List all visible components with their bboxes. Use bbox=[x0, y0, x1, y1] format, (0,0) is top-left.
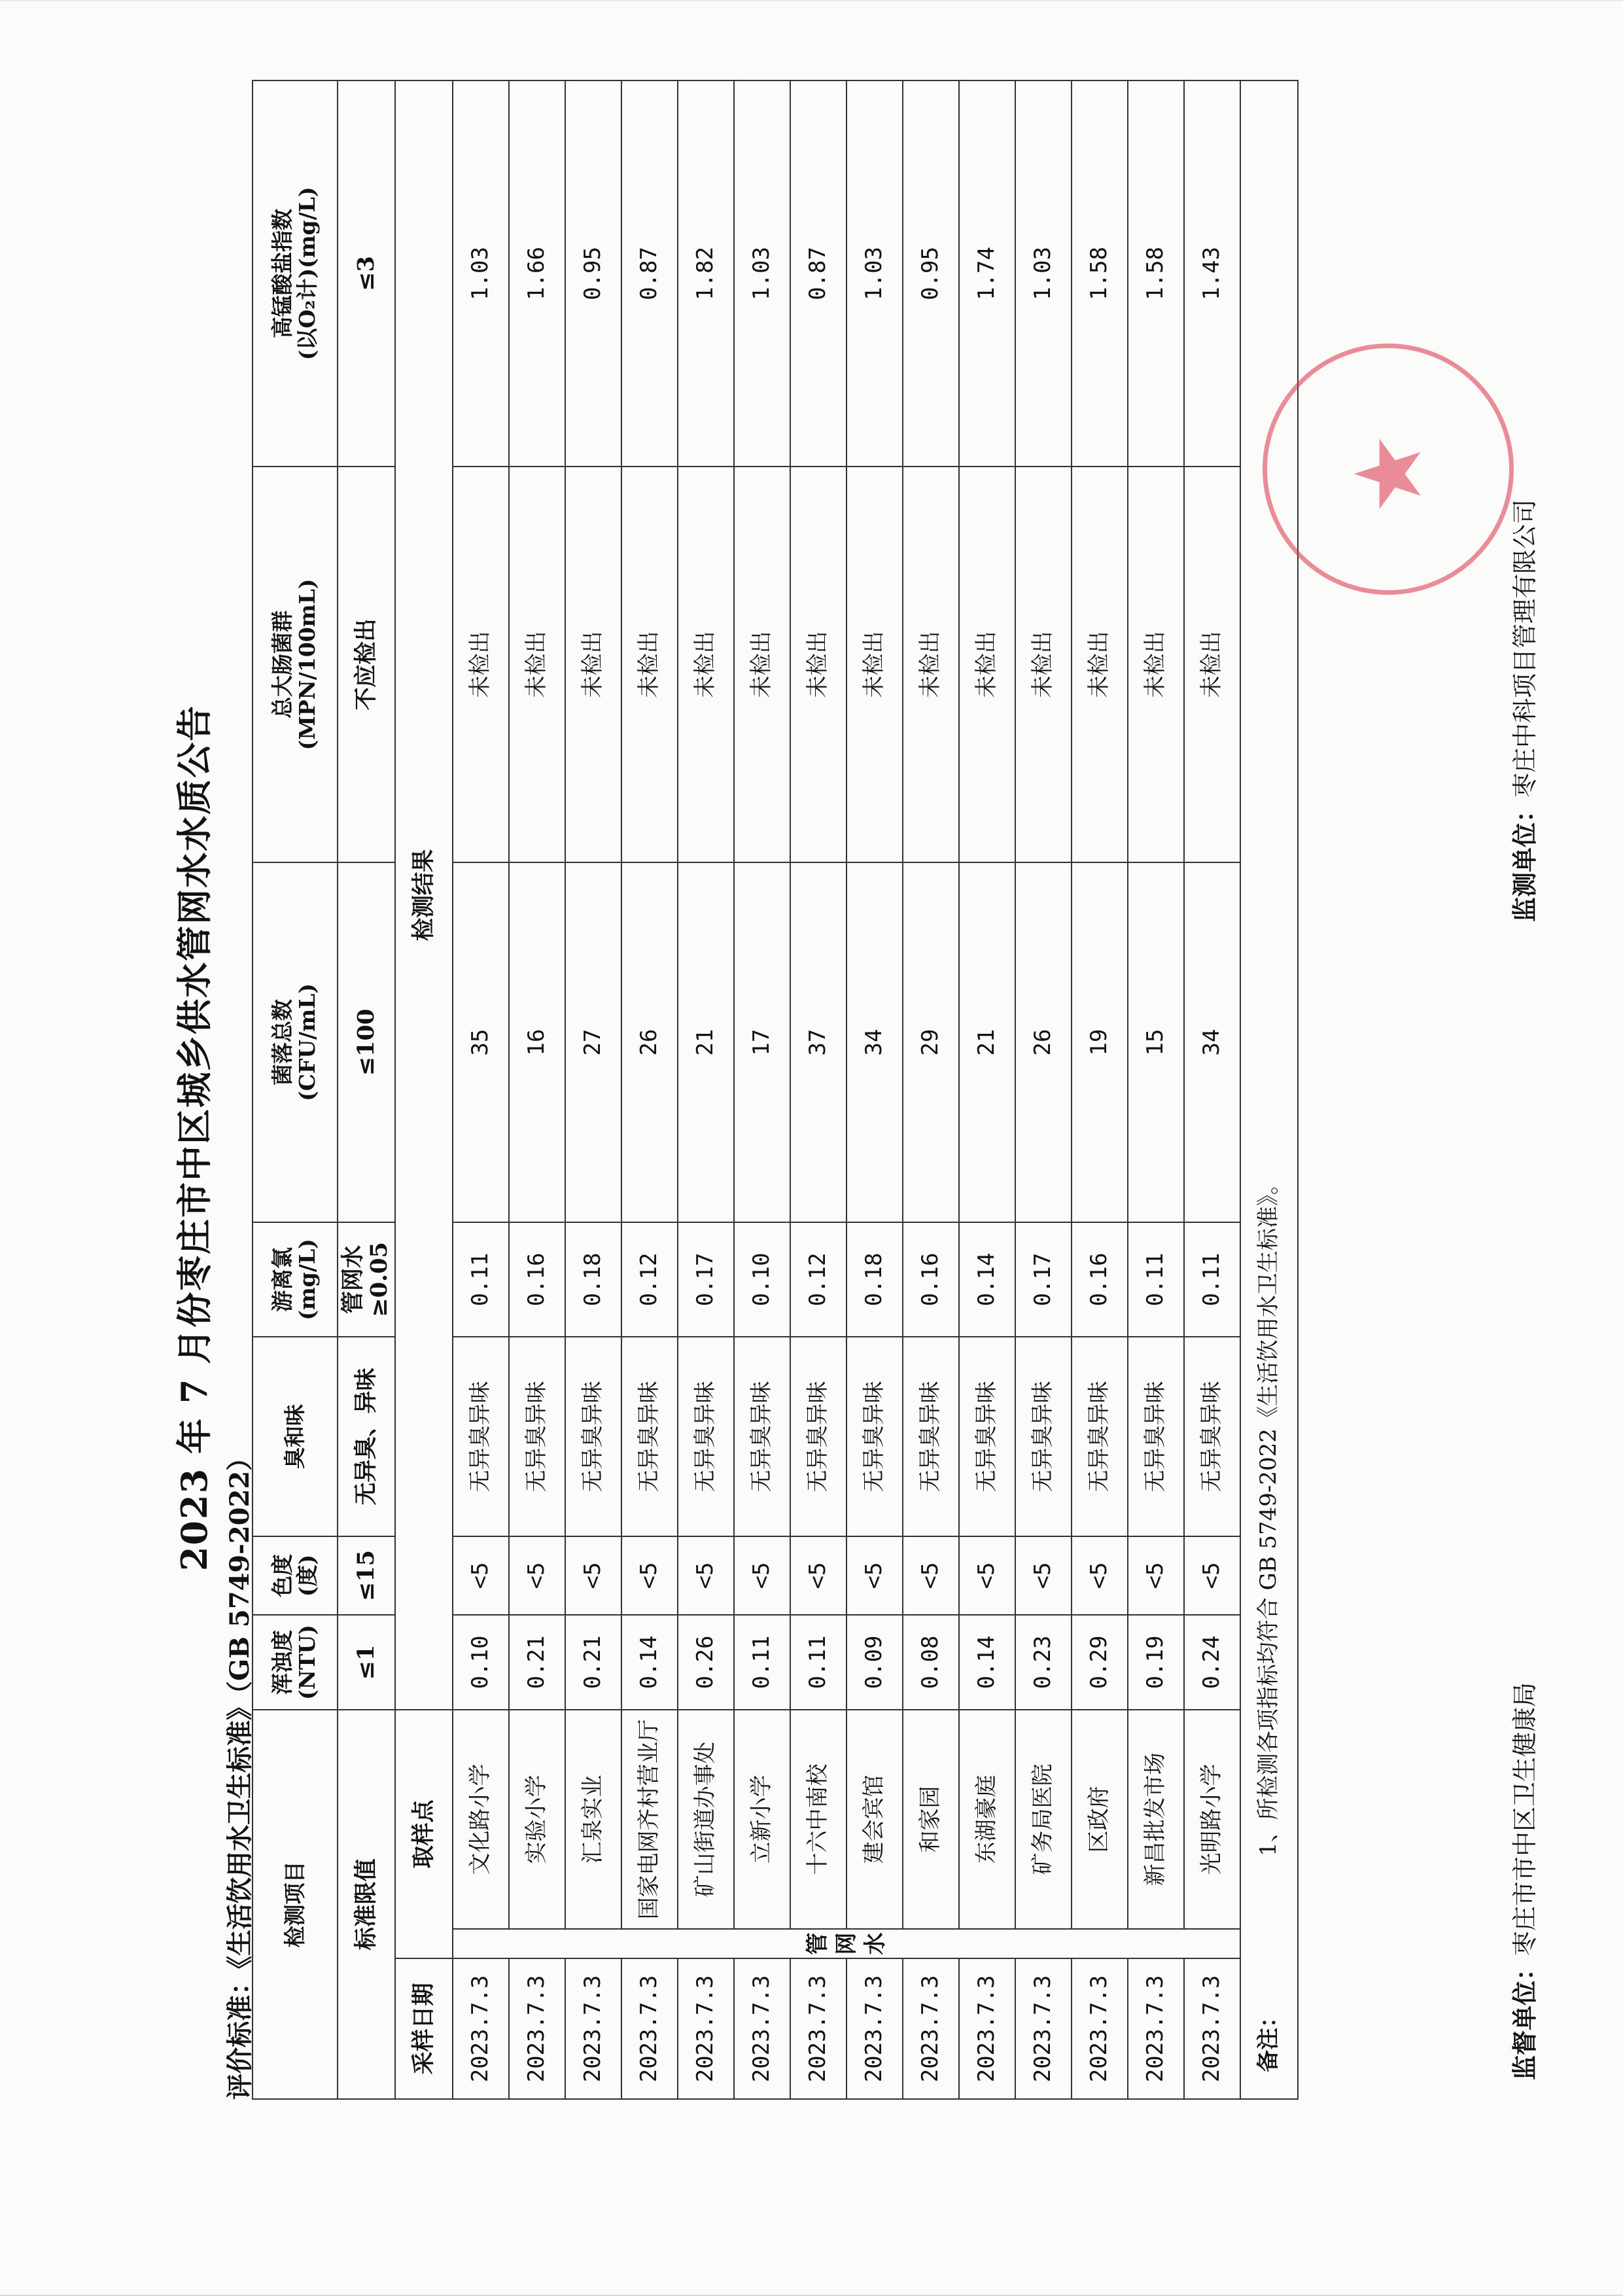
limit-cell: 无异臭、异味 bbox=[338, 1337, 395, 1536]
result-turbidity: 0.23 bbox=[1015, 1615, 1072, 1710]
result-bacteria: 21 bbox=[959, 862, 1015, 1222]
company-seal bbox=[1263, 344, 1514, 595]
header-row-limits bbox=[338, 80, 395, 2099]
result-bacteria: 26 bbox=[1015, 862, 1072, 1222]
result-coliform: 未检出 bbox=[1072, 467, 1128, 862]
header-item-label: 检测项目 bbox=[253, 1710, 338, 2099]
result-permanganate: 1.74 bbox=[959, 80, 1015, 467]
result-chlorine: 0.12 bbox=[621, 1222, 678, 1337]
result-chlorine: 0.16 bbox=[903, 1222, 959, 1337]
sample-site: 区政府 bbox=[1072, 1710, 1128, 1929]
sample-date: 2023.7.3 bbox=[790, 1958, 846, 2099]
result-turbidity: 0.24 bbox=[1184, 1615, 1240, 1710]
result-bacteria: 16 bbox=[509, 862, 565, 1222]
result-turbidity: 0.10 bbox=[453, 1615, 509, 1710]
col-header: 浑浊度 (NTU) bbox=[253, 1615, 338, 1710]
result-coliform: 未检出 bbox=[790, 467, 846, 862]
col-header: 游离氯 (mg/L) bbox=[253, 1222, 338, 1337]
seal-star-icon: ★ bbox=[1336, 433, 1442, 515]
table-row bbox=[1184, 80, 1240, 2099]
result-odor: 无异臭异味 bbox=[903, 1337, 959, 1536]
result-color: <5 bbox=[678, 1536, 734, 1615]
sample-date: 2023.7.3 bbox=[678, 1958, 734, 2099]
result-coliform: 未检出 bbox=[509, 467, 565, 862]
table-row bbox=[846, 80, 903, 2099]
result-coliform: 未检出 bbox=[734, 467, 790, 862]
result-permanganate: 0.95 bbox=[903, 80, 959, 467]
result-bacteria: 21 bbox=[678, 862, 734, 1222]
group-char: 网 bbox=[833, 1932, 860, 1955]
result-chlorine: 0.11 bbox=[1184, 1222, 1240, 1337]
header-limit-label: 标准限值 bbox=[338, 1710, 395, 2099]
col-header: 高锰酸盐指数 (以O₂计)(mg/L) bbox=[253, 80, 338, 467]
table-row bbox=[1128, 80, 1184, 2099]
note-text: 1、所检测各项指标均符合 GB 5749-2022《生活饮用水卫生标准》。 bbox=[1255, 1173, 1282, 1856]
standard-prefix: 评价标准： bbox=[224, 1969, 255, 2100]
result-color: <5 bbox=[734, 1536, 790, 1615]
sample-date: 2023.7.3 bbox=[1128, 1958, 1184, 2099]
result-bacteria: 17 bbox=[734, 862, 790, 1222]
result-turbidity: 0.26 bbox=[678, 1615, 734, 1710]
sample-site: 矿山街道办事处 bbox=[678, 1710, 734, 1929]
result-color: <5 bbox=[1072, 1536, 1128, 1615]
table-row bbox=[734, 80, 790, 2099]
result-color: <5 bbox=[453, 1536, 509, 1615]
sample-date: 2023.7.3 bbox=[1015, 1958, 1072, 2099]
sample-site: 汇泉实业 bbox=[565, 1710, 621, 1929]
sample-date: 2023.7.3 bbox=[509, 1958, 565, 2099]
result-odor: 无异臭异味 bbox=[678, 1337, 734, 1536]
sample-site: 立新小学 bbox=[734, 1710, 790, 1929]
result-chlorine: 0.17 bbox=[1015, 1222, 1072, 1337]
result-chlorine: 0.18 bbox=[846, 1222, 903, 1337]
sample-date: 2023.7.3 bbox=[453, 1958, 509, 2099]
sample-date: 2023.7.3 bbox=[959, 1958, 1015, 2099]
result-coliform: 未检出 bbox=[453, 467, 509, 862]
evaluation-standard bbox=[219, 1445, 256, 2100]
header-row-items bbox=[253, 80, 338, 2099]
result-permanganate: 1.03 bbox=[1015, 80, 1072, 467]
limit-cell: ≤3 bbox=[338, 80, 395, 467]
result-permanganate: 1.03 bbox=[734, 80, 790, 467]
result-turbidity: 0.29 bbox=[1072, 1615, 1128, 1710]
table-row bbox=[790, 80, 846, 2099]
result-bacteria: 37 bbox=[790, 862, 846, 1222]
group-label-pipe-network-water bbox=[453, 1929, 1240, 1958]
result-color: <5 bbox=[903, 1536, 959, 1615]
sample-site: 光明路小学 bbox=[1184, 1710, 1240, 1929]
sample-date: 2023.7.3 bbox=[734, 1958, 790, 2099]
limit-cell: ≤100 bbox=[338, 862, 395, 1222]
result-permanganate: 1.03 bbox=[453, 80, 509, 467]
sample-site: 东湖豪庭 bbox=[959, 1710, 1015, 1929]
result-bacteria: 29 bbox=[903, 862, 959, 1222]
result-color: <5 bbox=[790, 1536, 846, 1615]
result-permanganate: 1.66 bbox=[509, 80, 565, 467]
table-row bbox=[959, 80, 1015, 2099]
header-row-labels bbox=[395, 80, 453, 2099]
result-turbidity: 0.11 bbox=[790, 1615, 846, 1710]
sample-date: 2023.7.3 bbox=[621, 1958, 678, 2099]
result-coliform: 未检出 bbox=[903, 467, 959, 862]
result-turbidity: 0.08 bbox=[903, 1615, 959, 1710]
sample-site: 实验小学 bbox=[509, 1710, 565, 1929]
sample-date: 2023.7.3 bbox=[846, 1958, 903, 2099]
header-date-label: 采样日期 bbox=[395, 1958, 453, 2099]
result-odor: 无异臭异味 bbox=[621, 1337, 678, 1536]
document-title: 2023 年 7 月份枣庄市中区城乡供水管网水水质公告 bbox=[173, 704, 215, 1572]
result-chlorine: 0.10 bbox=[734, 1222, 790, 1337]
result-turbidity: 0.21 bbox=[509, 1615, 565, 1710]
note-label: 备注： bbox=[1255, 2005, 1282, 2072]
sample-site: 矿务局医院 bbox=[1015, 1710, 1072, 1929]
supervisor-name: 枣庄市市中区卫生健康局 bbox=[1510, 1682, 1539, 1956]
result-odor: 无异臭异味 bbox=[1015, 1337, 1072, 1536]
result-odor: 无异臭异味 bbox=[565, 1337, 621, 1536]
result-odor: 无异臭异味 bbox=[846, 1337, 903, 1536]
sample-date: 2023.7.3 bbox=[1072, 1958, 1128, 2099]
limit-cell: 不应检出 bbox=[338, 467, 395, 862]
result-bacteria: 26 bbox=[621, 862, 678, 1222]
sample-site: 和家园 bbox=[903, 1710, 959, 1929]
result-coliform: 未检出 bbox=[1128, 467, 1184, 862]
sample-site: 新昌批发市场 bbox=[1128, 1710, 1184, 1929]
result-bacteria: 34 bbox=[1184, 862, 1240, 1222]
result-odor: 无异臭异味 bbox=[734, 1337, 790, 1536]
result-odor: 无异臭异味 bbox=[1072, 1337, 1128, 1536]
result-coliform: 未检出 bbox=[959, 467, 1015, 862]
col-header: 色度 (度) bbox=[253, 1536, 338, 1615]
supervisor-label: 监督单位： bbox=[1510, 1955, 1539, 2080]
result-odor: 无异臭异味 bbox=[1184, 1337, 1240, 1536]
result-coliform: 未检出 bbox=[565, 467, 621, 862]
note-row bbox=[1240, 80, 1298, 2099]
table-row bbox=[453, 80, 509, 2099]
result-chlorine: 0.11 bbox=[453, 1222, 509, 1337]
result-permanganate: 0.87 bbox=[621, 80, 678, 467]
result-odor: 无异臭异味 bbox=[959, 1337, 1015, 1536]
limit-cell: ≤1 bbox=[338, 1615, 395, 1710]
result-permanganate: 0.87 bbox=[790, 80, 846, 467]
sample-date: 2023.7.3 bbox=[903, 1958, 959, 2099]
result-odor: 无异臭异味 bbox=[790, 1337, 846, 1536]
result-bacteria: 19 bbox=[1072, 862, 1128, 1222]
result-chlorine: 0.17 bbox=[678, 1222, 734, 1337]
result-coliform: 未检出 bbox=[678, 467, 734, 862]
table-row bbox=[1072, 80, 1128, 2099]
result-odor: 无异臭异味 bbox=[509, 1337, 565, 1536]
result-chlorine: 0.16 bbox=[509, 1222, 565, 1337]
result-chlorine: 0.16 bbox=[1072, 1222, 1128, 1337]
group-char: 管 bbox=[804, 1932, 831, 1955]
standard-name: 《生活饮用水卫生标准》（GB 5749-2022） bbox=[224, 1444, 255, 1969]
result-coliform: 未检出 bbox=[621, 467, 678, 862]
result-turbidity: 0.21 bbox=[565, 1615, 621, 1710]
result-color: <5 bbox=[959, 1536, 1015, 1615]
result-color: <5 bbox=[1128, 1536, 1184, 1615]
result-permanganate: 1.58 bbox=[1072, 80, 1128, 467]
result-permanganate: 1.03 bbox=[846, 80, 903, 467]
result-turbidity: 0.14 bbox=[959, 1615, 1015, 1710]
sample-site: 国家电网齐村营业厅 bbox=[621, 1710, 678, 1929]
supervisor-unit bbox=[1505, 1682, 1541, 2080]
monitor-name: 枣庄中科项目管理有限公司 bbox=[1510, 499, 1539, 798]
table-row bbox=[621, 80, 678, 2099]
result-chlorine: 0.18 bbox=[565, 1222, 621, 1337]
sample-site: 十六中南校 bbox=[790, 1710, 846, 1929]
result-coliform: 未检出 bbox=[846, 467, 903, 862]
result-color: <5 bbox=[509, 1536, 565, 1615]
result-permanganate: 0.95 bbox=[565, 80, 621, 467]
result-turbidity: 0.09 bbox=[846, 1615, 903, 1710]
result-bacteria: 34 bbox=[846, 862, 903, 1222]
sample-date: 2023.7.3 bbox=[565, 1958, 621, 2099]
result-bacteria: 15 bbox=[1128, 862, 1184, 1222]
result-permanganate: 1.82 bbox=[678, 80, 734, 467]
result-coliform: 未检出 bbox=[1015, 467, 1072, 862]
result-color: <5 bbox=[846, 1536, 903, 1615]
result-odor: 无异臭异味 bbox=[1128, 1337, 1184, 1536]
group-char: 水 bbox=[862, 1932, 889, 1955]
monitor-unit bbox=[1505, 499, 1541, 922]
col-header: 臭和味 bbox=[253, 1337, 338, 1536]
result-bacteria: 35 bbox=[453, 862, 509, 1222]
result-chlorine: 0.12 bbox=[790, 1222, 846, 1337]
table-row bbox=[509, 80, 565, 2099]
table-row bbox=[903, 80, 959, 2099]
water-quality-table bbox=[252, 80, 1299, 2100]
result-odor: 无异臭异味 bbox=[453, 1337, 509, 1536]
limit-cell: ≤15 bbox=[338, 1536, 395, 1615]
result-color: <5 bbox=[565, 1536, 621, 1615]
result-color: <5 bbox=[621, 1536, 678, 1615]
col-header: 菌落总数 (CFU/mL) bbox=[253, 862, 338, 1222]
result-chlorine: 0.14 bbox=[959, 1222, 1015, 1337]
result-bacteria: 27 bbox=[565, 862, 621, 1222]
result-color: <5 bbox=[1184, 1536, 1240, 1615]
sample-site: 文化路小学 bbox=[453, 1710, 509, 1929]
limit-cell: 管网水≥0.05 bbox=[338, 1222, 395, 1337]
result-color: <5 bbox=[1015, 1536, 1072, 1615]
result-coliform: 未检出 bbox=[1184, 467, 1240, 862]
header-site-label: 取样点 bbox=[395, 1710, 453, 1958]
header-result-label: 检测结果 bbox=[395, 80, 453, 1710]
result-turbidity: 0.19 bbox=[1128, 1615, 1184, 1710]
monitor-label: 监测单位： bbox=[1510, 797, 1539, 922]
sample-date: 2023.7.3 bbox=[1184, 1958, 1240, 2099]
result-turbidity: 0.11 bbox=[734, 1615, 790, 1710]
result-permanganate: 1.58 bbox=[1128, 80, 1184, 467]
result-permanganate: 1.43 bbox=[1184, 80, 1240, 467]
table-row bbox=[565, 80, 621, 2099]
sample-site: 建会宾馆 bbox=[846, 1710, 903, 1929]
table-row bbox=[678, 80, 734, 2099]
result-turbidity: 0.14 bbox=[621, 1615, 678, 1710]
col-header: 总大肠菌群 (MPN/100mL) bbox=[253, 467, 338, 862]
note-cell bbox=[1240, 80, 1298, 2099]
table-row bbox=[1015, 80, 1072, 2099]
result-chlorine: 0.11 bbox=[1128, 1222, 1184, 1337]
